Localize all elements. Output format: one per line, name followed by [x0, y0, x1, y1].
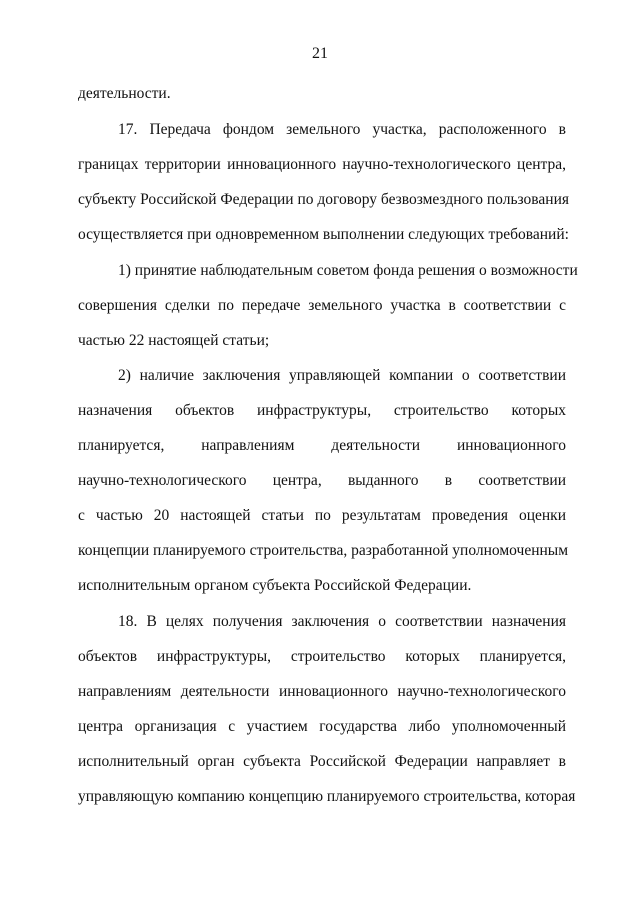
- item-1-line: 1) принятие наблюдательным советом фонда решения о возможности: [118, 262, 578, 279]
- text-line: концепции планируемого строительства, разработанной уполномоченным: [78, 542, 569, 559]
- text-line: исполнительный орган субъекта Российской Федерации направляет в: [78, 753, 566, 770]
- text-line: осуществляется при одновременном выполнении следующих требований:: [78, 226, 569, 243]
- text-line: планируется, направлениям деятельности инновационного: [78, 437, 566, 454]
- text-line: центра организация с участием государства либо уполномоченный: [78, 718, 566, 735]
- text-line: управляющую компанию концепцию планируемого строительства, которая: [78, 788, 576, 805]
- text-line: исполнительным органом субъекта Российской Федерации.: [78, 577, 472, 594]
- text-line: деятельности.: [78, 85, 171, 102]
- text-line: границах территории инновационного научно-технологического центра,: [78, 156, 566, 173]
- text-line: частью 22 настоящей статьи;: [78, 332, 270, 349]
- text-line: научно-технологического центра, выданного в соответствии: [78, 472, 566, 489]
- text-line: объектов инфраструктуры, строительство которых планируется,: [78, 648, 566, 665]
- text-line: назначения объектов инфраструктуры, строительство которых: [78, 402, 566, 419]
- text-line: направлениям деятельности инновационного научно-технологического: [78, 683, 566, 700]
- text-line: совершения сделки по передаче земельного участка в соответствии с: [78, 297, 566, 314]
- page-number: 21: [312, 45, 328, 62]
- text-line: субъекту Российской Федерации по договору безвозмездного пользования: [78, 191, 570, 208]
- paragraph-18-line: 18. В целях получения заключения о соответствии назначения: [118, 613, 566, 630]
- paragraph-17-line: 17. Передача фондом земельного участка, расположенного в: [118, 121, 566, 138]
- item-2-line: 2) наличие заключения управляющей компании о соответствии: [118, 367, 566, 384]
- text-line: с частью 20 настоящей статьи по результатам проведения оценки: [78, 507, 566, 524]
